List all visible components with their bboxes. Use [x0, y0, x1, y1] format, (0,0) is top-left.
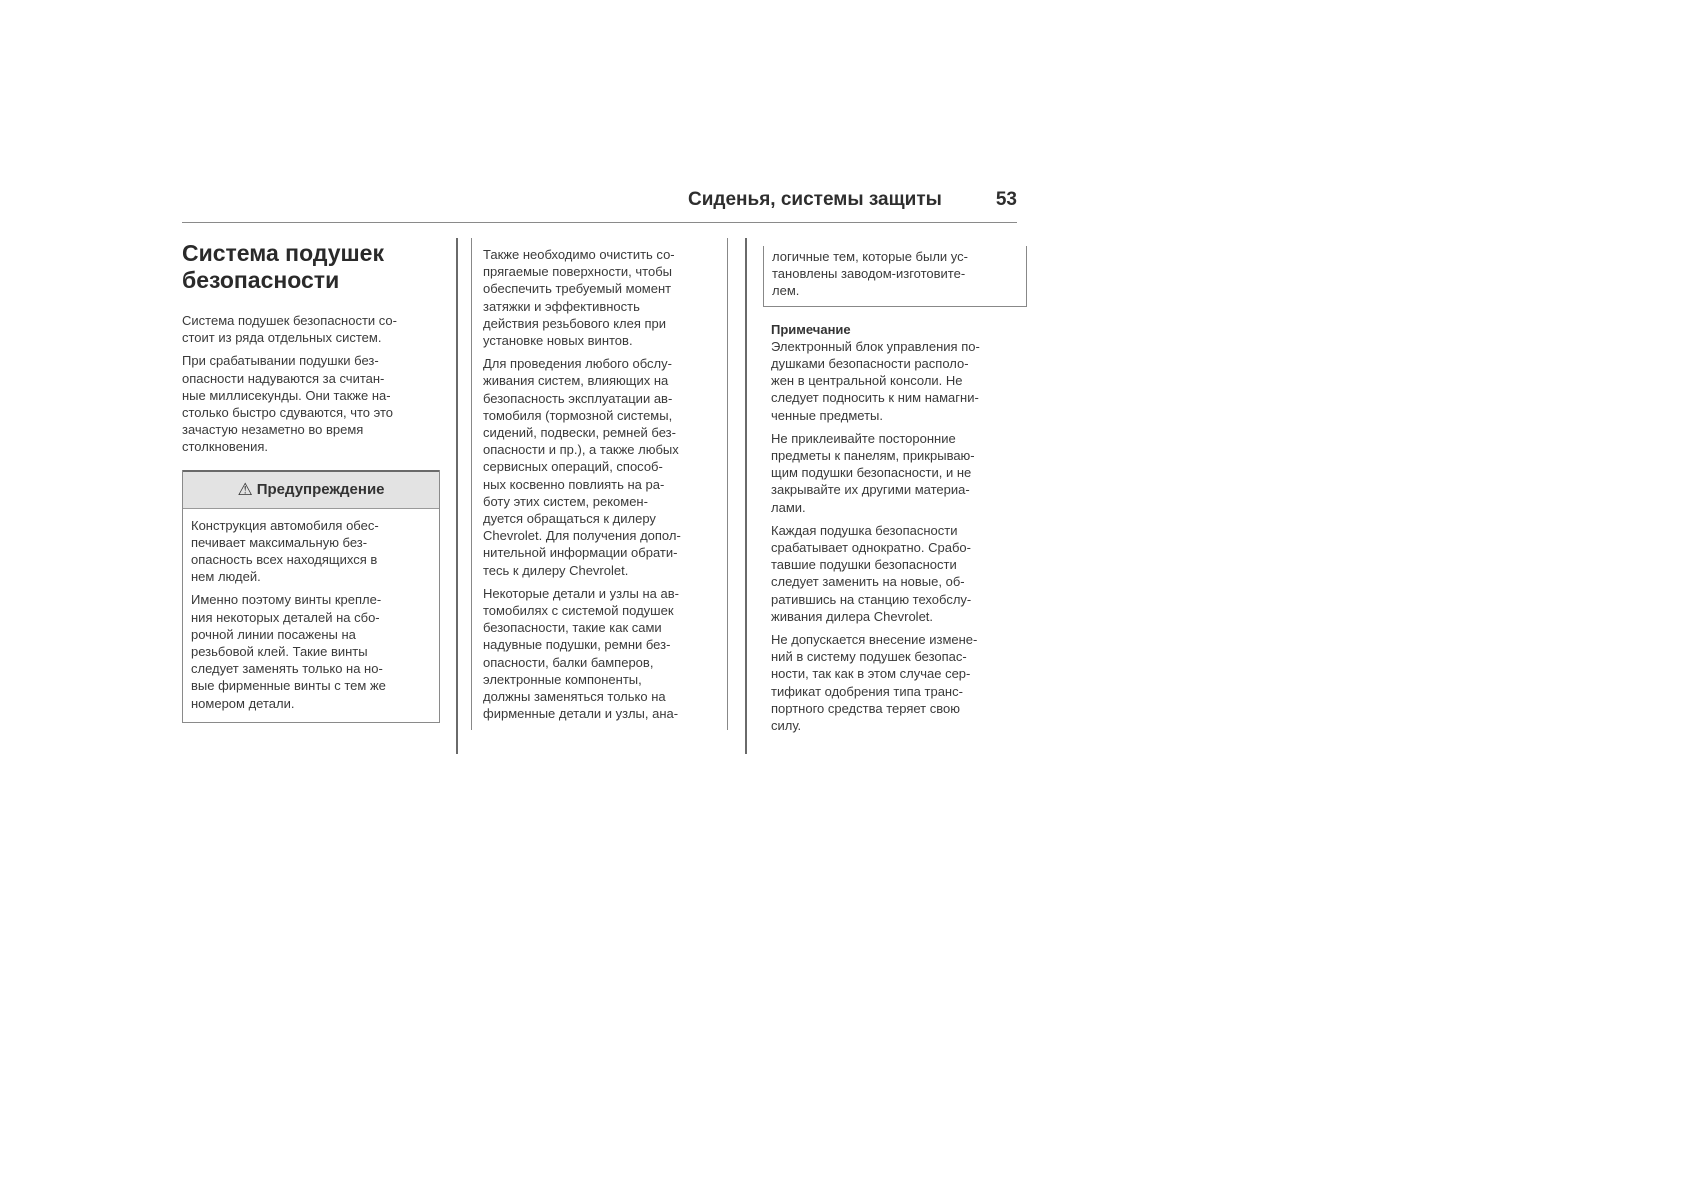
- text-line: Для проведения любого обслу-: [483, 356, 672, 372]
- warning-title: Предупреждение: [256, 481, 385, 499]
- column-3: [771, 246, 1021, 740]
- warning-triangle-icon: ⚠: [237, 480, 253, 500]
- text-line: живания дилера Chevrolet.: [771, 608, 934, 624]
- text-line: боту этих систем, рекомен-: [483, 493, 648, 509]
- text-line: должны заменяться только на: [483, 689, 666, 705]
- text-line: предметы к панелям, прикрываю-: [771, 448, 975, 464]
- text-line: закрывайте их другими материа-: [771, 482, 970, 498]
- paragraph: [771, 430, 1021, 516]
- section-title: [182, 240, 440, 294]
- text-line: лами.: [771, 499, 806, 515]
- text-line: тификат одобрения типа транс-: [771, 683, 963, 699]
- page-number: 53: [995, 189, 1017, 210]
- text-line: Некоторые детали и узлы на ав-: [483, 585, 679, 601]
- text-line: ности, так как в этом случае сер-: [771, 666, 971, 682]
- text-line: логичные тем, которые были ус-: [772, 249, 968, 264]
- text-line: томобилях с системой подушек: [483, 603, 674, 619]
- paragraph: [191, 591, 431, 711]
- text-line: опасности надуваются за считан-: [182, 370, 385, 386]
- text-line: номером детали.: [191, 695, 295, 711]
- column-rule: [456, 238, 458, 754]
- text-line: электронные компоненты,: [483, 671, 642, 687]
- running-header: [182, 183, 1017, 211]
- text-line: установке новых винтов.: [483, 333, 633, 349]
- text-line: печивает максимальную без-: [191, 534, 368, 550]
- text-line: нем людей.: [191, 569, 261, 585]
- text-line: надувные подушки, ремни без-: [483, 637, 671, 653]
- text-line: срабатывает однократно. Срабо-: [771, 540, 971, 556]
- text-line: Не допускается внесение измене-: [771, 632, 978, 648]
- header-rule: [182, 222, 1017, 223]
- text-line: обеспечить требуемый момент: [483, 281, 672, 297]
- text-line: При срабатывании подушки без-: [182, 353, 379, 369]
- text-line: нительной информации обрати-: [483, 545, 678, 561]
- chapter-title: Сиденья, системы защиты: [688, 189, 942, 210]
- text-line: ные миллисекунды. Они также на-: [182, 387, 391, 403]
- paragraph: [182, 352, 440, 455]
- text-line: Chevrolet. Для получения допол-: [483, 528, 681, 544]
- text-line: следует подносить к ним намагни-: [771, 390, 979, 406]
- text-line: душками безопасности располо-: [771, 356, 969, 372]
- text-line: опасности и пр.), а также любых: [483, 442, 679, 458]
- text-line: резьбовой клей. Такие винты: [191, 644, 368, 660]
- text-line: Система подушек безопасности со-: [182, 313, 397, 328]
- column-rule: [745, 238, 747, 754]
- text-line: следует заменить на новые, об-: [771, 574, 965, 590]
- text-line: безопасность эксплуатации ав-: [483, 390, 673, 406]
- paragraph: [182, 312, 440, 346]
- text-line: фирменные детали и узлы, ана-: [483, 706, 679, 722]
- section-title-line: безопасности: [182, 267, 340, 293]
- text-line: ния некоторых деталей на сбо-: [191, 609, 380, 625]
- text-line: Электронный блок управления по-: [771, 338, 980, 354]
- paragraph: [771, 522, 1021, 625]
- text-line: следует заменять только на но-: [191, 661, 383, 677]
- section-title-line: Система подушек: [182, 240, 384, 266]
- text-line: Конструкция автомобиля обес-: [191, 517, 379, 533]
- note-title: Примечание: [771, 321, 851, 337]
- paragraph: [483, 585, 723, 723]
- text-line: ний в систему подушек безопас-: [771, 649, 967, 665]
- text-line: Не приклеивайте посторонние: [771, 430, 956, 446]
- text-line: зачастую незаметно во время: [182, 422, 364, 438]
- text-line: тановлены заводом-изготовите-: [772, 266, 966, 282]
- column-1: [182, 240, 440, 723]
- paragraph: [483, 246, 723, 349]
- text-line: Именно поэтому винты крепле-: [191, 592, 382, 608]
- text-line: тесь к дилеру Chevrolet.: [483, 562, 629, 578]
- text-line: лем.: [772, 283, 800, 299]
- text-line: безопасности, такие как сами: [483, 620, 662, 636]
- text-line: затяжки и эффективность: [483, 298, 640, 314]
- column-rule: [471, 238, 472, 730]
- text-line: жен в центральной консоли. Не: [771, 373, 963, 389]
- text-line: тавшие подушки безопасности: [771, 557, 957, 573]
- text-line: дуется обращаться к дилеру: [483, 511, 656, 527]
- warning-body: [183, 509, 439, 722]
- text-line: томобиля (тормозной системы,: [483, 407, 673, 423]
- text-line: опасность всех находящихся в: [191, 552, 378, 568]
- column-rule: [727, 238, 728, 730]
- text-line: прягаемые поверхности, чтобы: [483, 264, 672, 280]
- text-line: вые фирменные винты с тем же: [191, 678, 386, 694]
- paragraph: [771, 631, 1021, 734]
- text-line: стоит из ряда отдельных систем.: [182, 330, 382, 346]
- text-line: ратившись на станцию техобслу-: [771, 591, 972, 607]
- text-line: действия резьбового клея при: [483, 315, 667, 331]
- text-line: столько быстро сдуваются, что это: [182, 405, 394, 421]
- text-line: рочной линии посажены на: [191, 626, 356, 642]
- text-line: сидений, подвески, ремней без-: [483, 425, 676, 441]
- warning-continuation-box: [763, 246, 1027, 307]
- text-line: живания систем, влияющих на: [483, 373, 669, 389]
- paragraph: [483, 355, 723, 579]
- warning-box: [182, 470, 440, 723]
- text-line: опасности, балки бамперов,: [483, 654, 654, 670]
- text-line: щим подушки безопасности, и не: [771, 465, 972, 481]
- text-line: ных косвенно повлиять на ра-: [483, 476, 665, 492]
- text-line: столкновения.: [182, 439, 269, 455]
- warning-header: [183, 470, 439, 509]
- paragraph: [771, 338, 1021, 424]
- paragraph: [191, 517, 431, 586]
- text-line: Также необходимо очистить со-: [483, 247, 675, 262]
- column-2: [483, 246, 723, 728]
- text-line: Каждая подушка безопасности: [771, 522, 958, 538]
- text-line: ченные предметы.: [771, 407, 883, 423]
- text-line: силу.: [771, 718, 802, 734]
- text-line: портного средства теряет свою: [771, 700, 960, 716]
- text-line: сервисных операций, способ-: [483, 459, 663, 475]
